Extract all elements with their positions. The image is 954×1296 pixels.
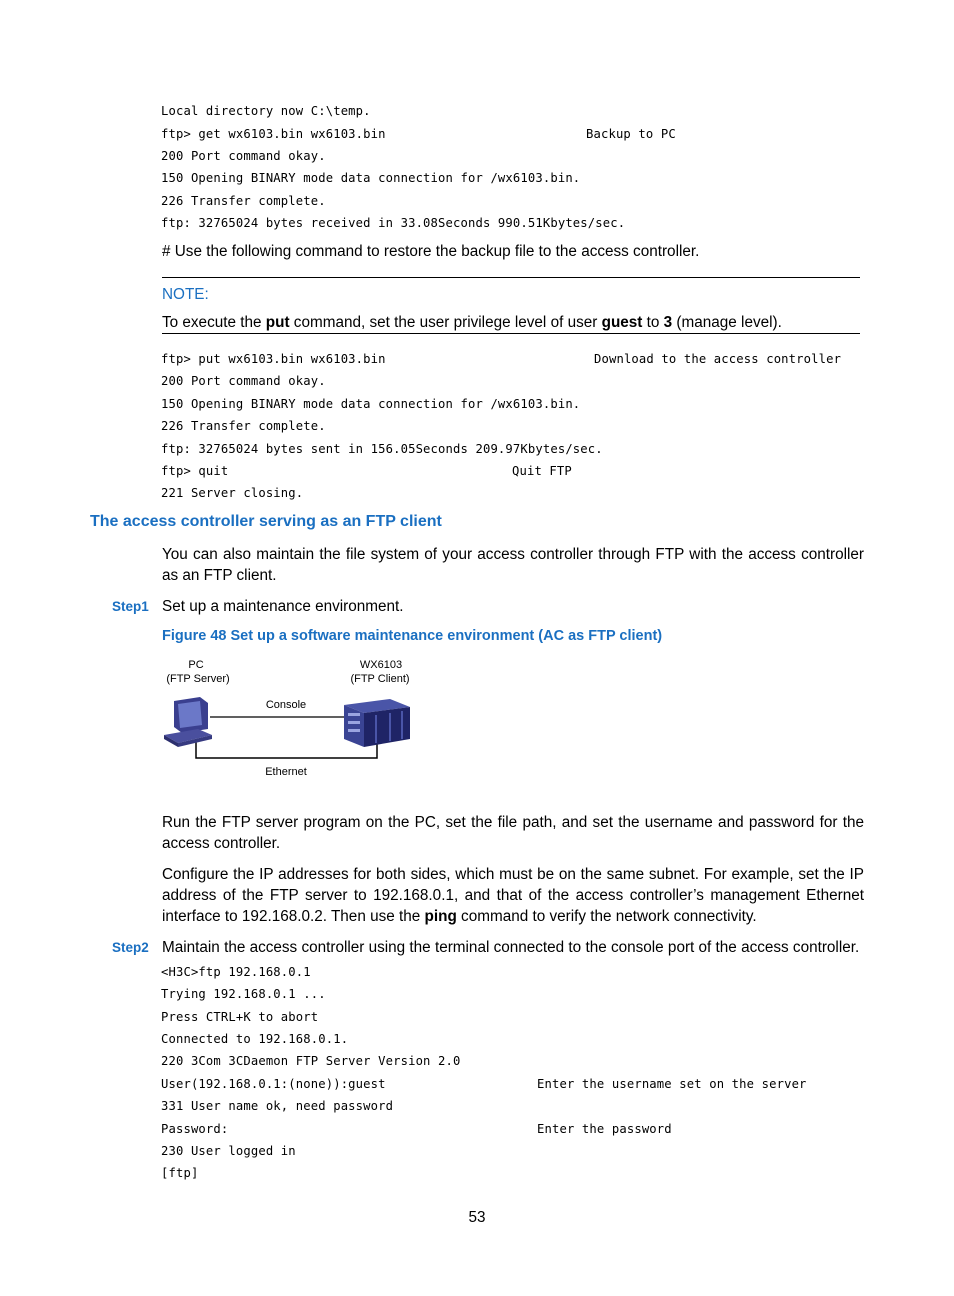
ping-command: ping bbox=[424, 908, 457, 925]
note-bottom-rule bbox=[162, 333, 860, 334]
step1-text: Set up a maintenance environment. bbox=[162, 598, 404, 615]
code-line: 226 Transfer complete. bbox=[161, 194, 326, 208]
code-line: Local directory now C:\temp. bbox=[161, 104, 371, 118]
code-comment: Enter the username set on the server bbox=[537, 1077, 807, 1091]
note-text-d: (manage level). bbox=[672, 314, 782, 331]
code-line: 150 Opening BINARY mode data connection for /wx6103.bin. bbox=[161, 171, 581, 185]
note-text-a: To execute the bbox=[162, 314, 266, 331]
code-comment: Backup to PC bbox=[586, 127, 676, 141]
code-line: Password: bbox=[161, 1122, 229, 1136]
code-line: 230 User logged in bbox=[161, 1144, 296, 1158]
code-line: ftp: 32765024 bytes sent in 156.05Seconds 209.97Kbytes/sec. bbox=[161, 442, 603, 456]
code-line: ftp: 32765024 bytes received in 33.08Seconds 990.51Kbytes/sec. bbox=[161, 216, 626, 230]
code-line: Press CTRL+K to abort bbox=[161, 1010, 319, 1024]
note-text-b: command, set the user privilege level of user bbox=[289, 314, 602, 331]
code-line: <H3C>ftp 192.168.0.1 bbox=[161, 965, 311, 979]
restore-paragraph: # Use the following command to restore the backup file to the access controller. bbox=[162, 243, 700, 260]
ethernet-label: Ethernet bbox=[265, 766, 307, 778]
step2-text: Maintain the access controller using the terminal connected to the console port of the access controller. bbox=[162, 939, 860, 956]
pc-sublabel: (FTP Server) bbox=[166, 673, 230, 685]
pc-icon bbox=[164, 697, 212, 747]
note-label: NOTE: bbox=[162, 286, 209, 303]
device-label: WX6103 bbox=[359, 659, 403, 671]
intro-paragraph: You can also maintain the file system of your access controller through FTP with the access controller as an FTP client. bbox=[162, 546, 864, 584]
figure-caption: Figure 48 Set up a software maintenance environment (AC as FTP client) bbox=[162, 628, 663, 644]
code-line: 221 Server closing. bbox=[161, 486, 304, 500]
code-line: Trying 192.168.0.1 ... bbox=[161, 987, 326, 1001]
network-diagram bbox=[150, 655, 430, 785]
guest-user: guest bbox=[601, 314, 643, 331]
config-text-b: command to verify the network connectivity. bbox=[456, 908, 757, 925]
code-line: Connected to 192.168.0.1. bbox=[161, 1032, 349, 1046]
config-text-a: Configure the IP addresses for both sides, which must be on the same subnet. For example, set the IP address of the FTP server to 192.168.0.1, and that of the access controller’s management Ethernet interface to 192.168.0.2. Then use the bbox=[162, 866, 864, 925]
note-top-rule bbox=[162, 277, 860, 278]
code-line: [ftp] bbox=[161, 1166, 199, 1180]
code-line: 200 Port command okay. bbox=[161, 374, 326, 388]
step2-label: Step2 bbox=[112, 940, 149, 955]
section-heading: The access controller serving as an FTP client bbox=[90, 513, 442, 530]
code-line: 220 3Com 3CDaemon FTP Server Version 2.0 bbox=[161, 1054, 461, 1068]
console-label: Console bbox=[265, 699, 307, 711]
code-line: ftp> put wx6103.bin wx6103.bin bbox=[161, 352, 386, 366]
note-text bbox=[162, 312, 782, 333]
code-line: 200 Port command okay. bbox=[161, 149, 326, 163]
device-sublabel: (FTP Client) bbox=[350, 673, 410, 685]
code-line: ftp> get wx6103.bin wx6103.bin bbox=[161, 127, 386, 141]
pc-label: PC bbox=[188, 659, 204, 671]
code-line: 331 User name ok, need password bbox=[161, 1099, 394, 1113]
code-comment: Quit FTP bbox=[512, 464, 572, 478]
ethernet-link bbox=[196, 741, 377, 758]
put-command: put bbox=[265, 314, 290, 331]
wx6103-device-icon bbox=[344, 699, 410, 747]
level-3: 3 bbox=[663, 314, 673, 331]
code-comment: Download to the access controller bbox=[594, 352, 842, 366]
config-paragraph bbox=[162, 864, 864, 927]
note-text-c: to bbox=[642, 314, 664, 331]
code-line: 150 Opening BINARY mode data connection for /wx6103.bin. bbox=[161, 397, 581, 411]
page-number: 53 bbox=[468, 1209, 486, 1226]
run-paragraph: Run the FTP server program on the PC, set the file path, and set the username and password for the access controller. bbox=[162, 814, 864, 852]
code-line: 226 Transfer complete. bbox=[161, 419, 326, 433]
code-line: ftp> quit bbox=[161, 464, 229, 478]
step1-label: Step1 bbox=[112, 599, 149, 614]
code-comment: Enter the password bbox=[537, 1122, 672, 1136]
code-line: User(192.168.0.1:(none)):guest bbox=[161, 1077, 386, 1091]
diagram-lines bbox=[150, 655, 430, 785]
